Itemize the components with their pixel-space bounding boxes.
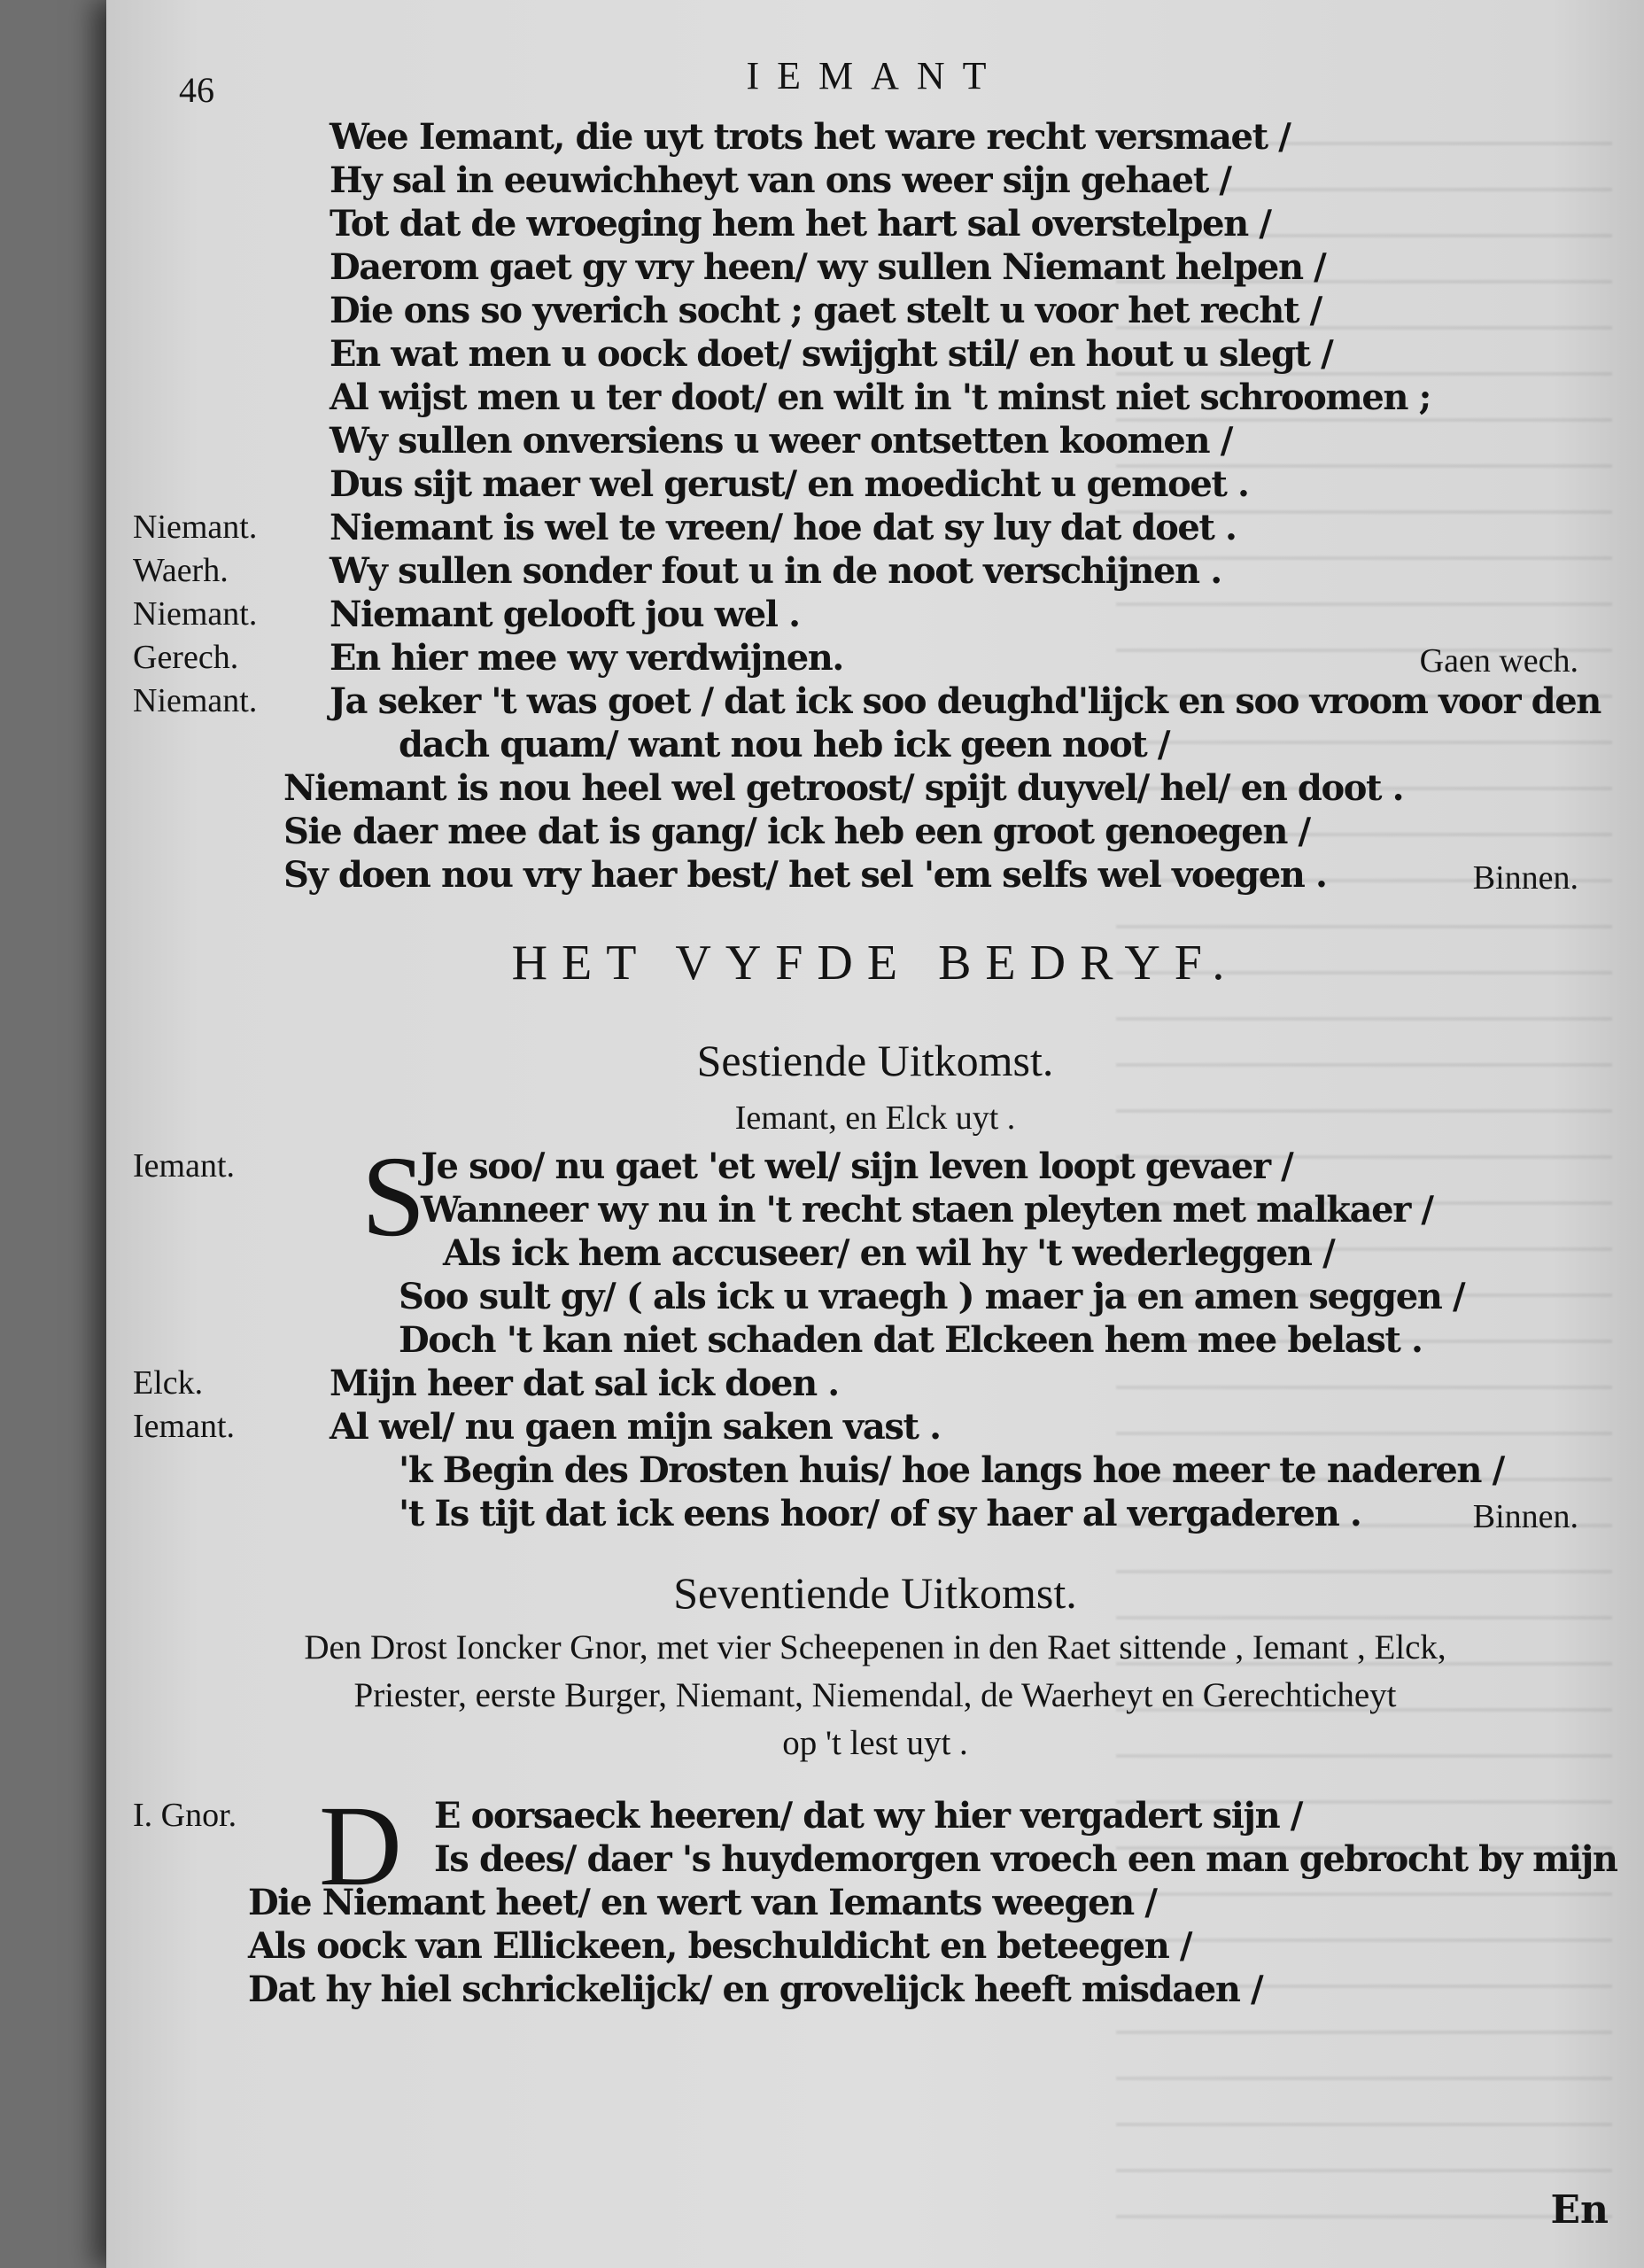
verse-text: Als oock van Ellickeen, beschuldicht en beteegen / — [248, 1925, 1192, 1967]
cast-list-line: op 't lest uyt . — [782, 1724, 968, 1762]
verse-line — [106, 1881, 1644, 1924]
verse-line — [106, 1449, 1644, 1492]
speaker-label: Iemant. — [133, 1408, 236, 1445]
verse-line — [106, 1188, 1644, 1231]
verse-text: Niemant is wel te vreen/ hoe dat sy luy dat doet . — [330, 507, 1237, 548]
text-flow — [106, 115, 1644, 2011]
verse-text: Wee Iemant, die uyt trots het ware recht versmaet / — [330, 116, 1291, 158]
speaker-label: Waerh. — [133, 552, 229, 589]
verse-text: Wy sullen onversiens u weer ontsetten koomen / — [330, 420, 1232, 462]
stage-direction: Binnen. — [1472, 1498, 1578, 1535]
verse-line — [106, 1231, 1644, 1275]
verse-text: Sie daer mee dat is gang/ ick heb een groot genoegen / — [283, 811, 1310, 852]
verse-line — [106, 1492, 1644, 1535]
verse-text: dach quam/ want nou heb ick geen noot / — [399, 724, 1170, 765]
verse-text: Wy sullen sonder fout u in de noot verschijnen . — [330, 550, 1221, 592]
verse-text: En hier mee wy verdwijnen. — [330, 637, 843, 679]
verse-line — [106, 680, 1644, 723]
speaker-label: I. Gnor. — [133, 1797, 237, 1834]
verse-text: Wanneer wy nu in 't recht staen pleyten met malkaer / — [421, 1189, 1433, 1231]
verse-line — [106, 506, 1644, 549]
verse-line — [106, 115, 1644, 159]
verse-line — [106, 159, 1644, 202]
verse-line — [106, 766, 1644, 810]
cast-list-line: Den Drost Ioncker Gnor, met vier Scheepenen in den Raet sittende , Iemant , Elck, — [304, 1628, 1446, 1666]
book-page — [106, 0, 1644, 2268]
verse-line — [106, 1924, 1644, 1968]
verse-text: Je soo/ nu gaet 'et wel/ sijn leven loopt gevaer / — [421, 1146, 1293, 1187]
speaker-label: Niemant. — [133, 682, 258, 719]
verse-line — [106, 723, 1644, 766]
verse-text: Daerom gaet gy vry heen/ wy sullen Niemant helpen / — [330, 246, 1326, 288]
verse-line — [106, 810, 1644, 853]
verse-line — [106, 419, 1644, 462]
speaker-label: Gerech. — [133, 639, 239, 676]
verse-text: En wat men u oock doet/ swijght stil/ en hout u slegt / — [330, 333, 1333, 375]
verse-text: Als ick hem accuseer/ en wil hy 't wederleggen / — [443, 1232, 1335, 1274]
speaker-label: Iemant. — [133, 1147, 236, 1184]
verse-line — [106, 593, 1644, 636]
catchword: En — [1550, 2187, 1609, 2233]
verse-text: Niemant is nou heel wel getroost/ spijt duyvel/ hel/ en doot . — [283, 767, 1404, 809]
verse-text: Doch 't kan niet schaden dat Elckeen hem mee belast . — [399, 1319, 1423, 1361]
verse-line — [106, 245, 1644, 289]
verse-line — [106, 549, 1644, 593]
stage-direction: Binnen. — [1472, 859, 1578, 897]
verse-text: E oorsaeck heeren/ dat wy hier vergadert sijn / — [434, 1795, 1303, 1837]
scene-title: Seventiende Uitkomst. — [673, 1568, 1077, 1618]
verse-line — [106, 462, 1644, 506]
verse-line — [106, 1968, 1644, 2011]
verse-line — [106, 202, 1644, 245]
verse-line — [106, 636, 1644, 680]
verse-text: 'k Begin des Drosten huis/ hoe langs hoe meer te naderen / — [399, 1449, 1504, 1491]
verse-text: Niemant gelooft jou wel . — [330, 594, 800, 635]
verse-text: Is dees/ daer 's huydemorgen vroech een man gebrocht by mijn — [434, 1838, 1617, 1880]
verse-text: Al wijst men u ter doot/ en wilt in 't minst niet schroomen ; — [330, 377, 1431, 418]
verse-line — [106, 376, 1644, 419]
verse-text: Mijn heer dat sal ick doen . — [330, 1363, 839, 1404]
running-head: IEMANT — [746, 54, 1004, 97]
verse-line — [106, 1362, 1644, 1405]
verse-line — [106, 853, 1644, 897]
verse-line — [106, 1405, 1644, 1449]
verse-text: Soo sult gy/ ( als ick u vraegh ) maer ja en amen seggen / — [399, 1276, 1465, 1317]
verse-text: 't Is tijt dat ick eens hoor/ of sy haer al vergaderen . — [399, 1493, 1361, 1534]
stage-direction: Gaen wech. — [1419, 642, 1578, 680]
verse-text: Sy doen nou vry haer best/ het sel 'em selfs wel voegen . — [283, 854, 1327, 896]
speaker-label: Niemant. — [133, 509, 258, 546]
drop-cap: D — [319, 1783, 402, 1910]
verse-text: Die Niemant heet/ en wert van Iemants weegen / — [248, 1882, 1157, 1923]
speaker-label: Niemant. — [133, 595, 258, 633]
verse-line — [106, 332, 1644, 376]
cast-list-line: Priester, eerste Burger, Niemant, Niemendal, de Waerheyt en Gerechticheyt — [353, 1676, 1397, 1714]
verse-text: Dus sijt maer wel gerust/ en moedicht u gemoet . — [330, 463, 1249, 505]
verse-text: Al wel/ nu gaen mijn saken vast . — [330, 1406, 941, 1448]
verse-line — [106, 1318, 1644, 1362]
verse-line — [106, 1837, 1644, 1881]
verse-text: Dat hy hiel schrickelijck/ en grovelijck heeft misdaen / — [248, 1969, 1263, 2010]
cast-list: Iemant, en Elck uyt . — [734, 1099, 1016, 1137]
verse-text: Tot dat de wroeging hem het hart sal overstelpen / — [330, 203, 1271, 245]
verse-line — [106, 1275, 1644, 1318]
drop-cap: S — [361, 1133, 426, 1261]
verse-line — [106, 289, 1644, 332]
verse-text: Die ons so yverich socht ; gaet stelt u voor het recht / — [330, 290, 1322, 331]
act-title: HET VYFDE BEDRYF. — [511, 936, 1239, 990]
page-number: 46 — [179, 70, 214, 110]
speaker-label: Elck. — [133, 1364, 204, 1402]
scene-title: Sestiende Uitkomst. — [696, 1036, 1054, 1085]
verse-text: Hy sal in eeuwichheyt van ons weer sijn gehaet / — [330, 159, 1231, 201]
verse-text: Ja seker 't was goet / dat ick soo deughd'lijck en soo vroom voor den — [330, 680, 1601, 722]
